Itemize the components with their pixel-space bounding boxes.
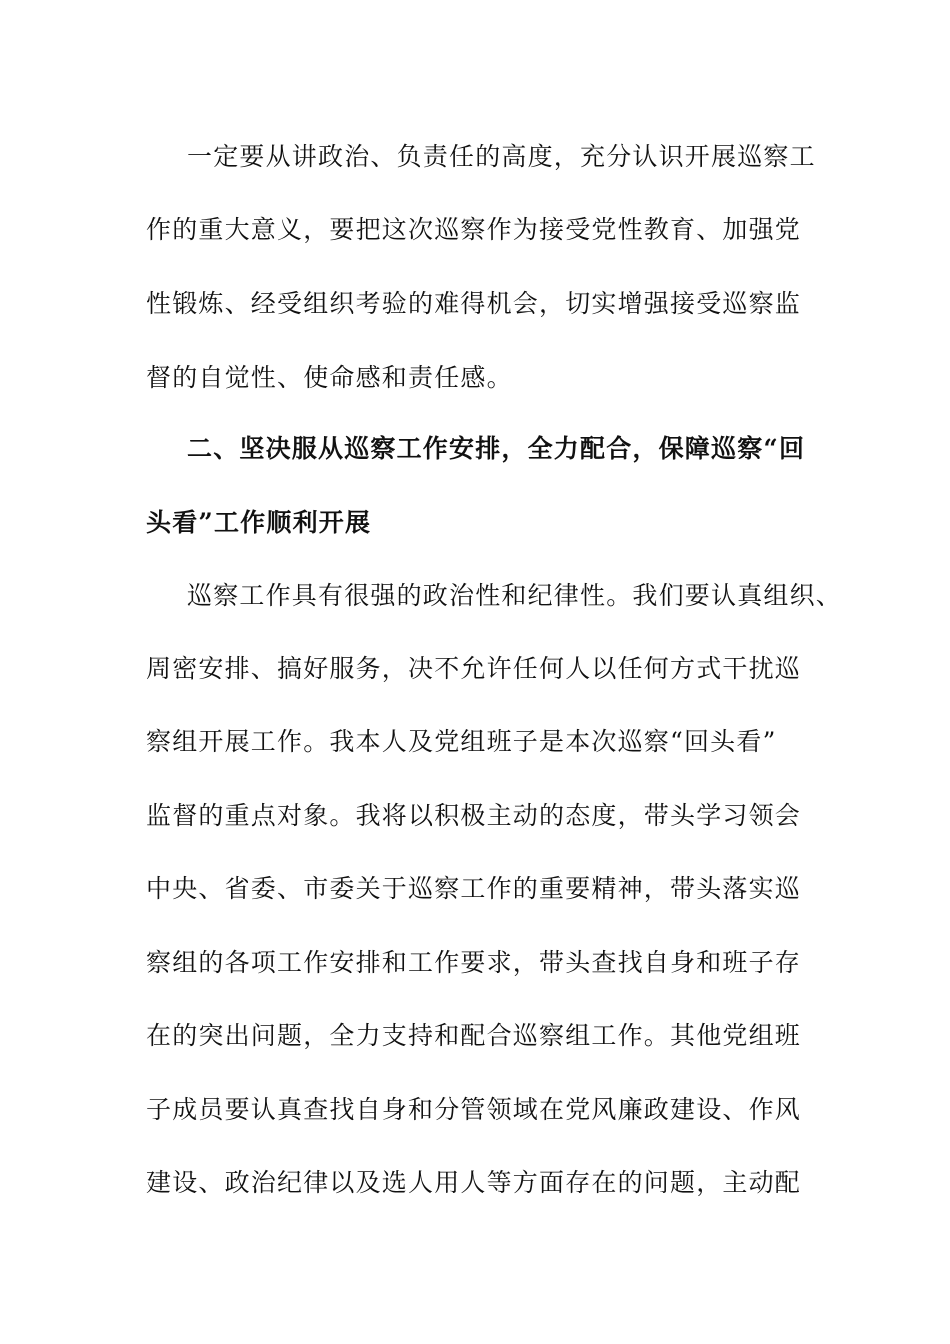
paragraph-line: 在的突出问题，全力支持和配合巡察组工作。其他党组班 — [146, 1021, 802, 1050]
paragraph-line: 察组的各项工作安排和工作要求，带头查找自身和班子存 — [146, 948, 802, 977]
section-heading: 头看”工作顺利开展 — [146, 508, 372, 537]
section-heading: 二、坚决服从巡察工作安排，全力配合，保障巡察“回 — [187, 434, 806, 463]
paragraph-line: 察组开展工作。我本人及党组班子是本次巡察“回头看” — [146, 727, 777, 756]
paragraph-line: 建设、政治纪律以及选人用人等方面存在的问题，主动配 — [146, 1168, 802, 1197]
paragraph-line: 监督的重点对象。我将以积极主动的态度，带头学习领会 — [146, 801, 802, 830]
paragraph-line: 周密安排、搞好服务，决不允许任何人以任何方式干扰巡 — [146, 654, 802, 683]
paragraph-line: 督的自觉性、使命感和责任感。 — [146, 363, 513, 392]
paragraph-line: 作的重大意义，要把这次巡察作为接受党性教育、加强党 — [146, 215, 802, 244]
paragraph-line: 巡察工作具有很强的政治性和纪律性。我们要认真组织、 — [187, 581, 843, 610]
paragraph-line: 一定要从讲政治、负责任的高度，充分认识开展巡察工 — [187, 142, 816, 171]
paragraph-line: 子成员要认真查找自身和分管领域在党风廉政建设、作风 — [146, 1095, 802, 1124]
paragraph-line: 性锻炼、经受组织考验的难得机会，切实增强接受巡察监 — [146, 289, 802, 318]
paragraph-line: 中央、省委、市委关于巡察工作的重要精神，带头落实巡 — [146, 874, 802, 903]
